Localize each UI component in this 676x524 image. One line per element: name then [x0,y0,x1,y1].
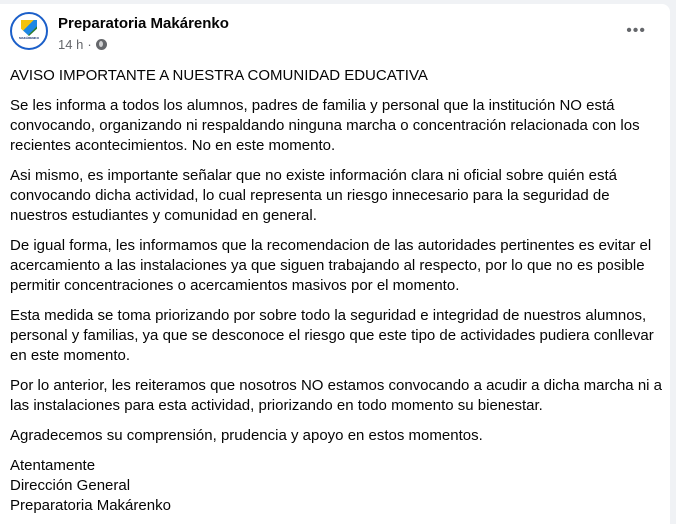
paragraph: De igual forma, les informamos que la recomendacion de las autoridades pertinentes es evitar el acercamiento a las instalaciones ya que siguen trabajando al respecto, por lo que no es posible permitir concentraciones o acercamientos masivos por el momento. [10,237,652,294]
more-options-button[interactable]: ••• [626,22,646,39]
post-body [10,66,666,516]
avatar-text: MAKÁRENKO [19,36,39,40]
post-title: AVISO IMPORTANTE A NUESTRA COMUNIDAD EDUCATIVA [10,67,428,84]
page-avatar[interactable] [10,12,48,50]
post-meta [58,37,107,52]
globe-icon[interactable] [96,39,107,50]
author-name[interactable]: Preparatoria Makárenko [58,15,229,32]
paragraph: Esta medida se toma priorizando por sobre todo la seguridad e integridad de nuestros alumnos, personal y familias, ya que se desconoce el riesgo que este tipo de actividades pudiera conllevar en este momento. [10,307,654,364]
signature [10,456,666,516]
signature-line: Dirección General [10,477,131,494]
paragraph: Por lo anterior, les reiteramos que nosotros NO estamos convocando a acudir a dicha marcha ni a las instalaciones para esta actividad, priorizando en todo momento su bienestar. [10,377,663,414]
paragraph: Agradecemos su comprensión, prudencia y apoyo en estos momentos. [10,427,483,444]
paragraph: Se les informa a todos los alumnos, padres de familia y personal que la institución NO está convocando, organizando ni respaldando ninguna marcha o concentración relacionada con los recientes acontecimientos. No en este momento. [10,97,640,154]
signature-line: Atentamente [10,457,96,474]
paragraph: Asi mismo, es importante señalar que no existe información clara ni oficial sobre quién está convocando dicha actividad, lo cual representa un riesgo innecesario para la seguridad de nuestros estudiantes y comunidad en general. [10,167,617,224]
post-card [0,4,670,524]
post-time[interactable]: 14 h [58,37,84,52]
shield-logo-icon [21,20,37,36]
signature-line: Preparatoria Makárenko [10,497,171,514]
separator: · [87,37,92,52]
